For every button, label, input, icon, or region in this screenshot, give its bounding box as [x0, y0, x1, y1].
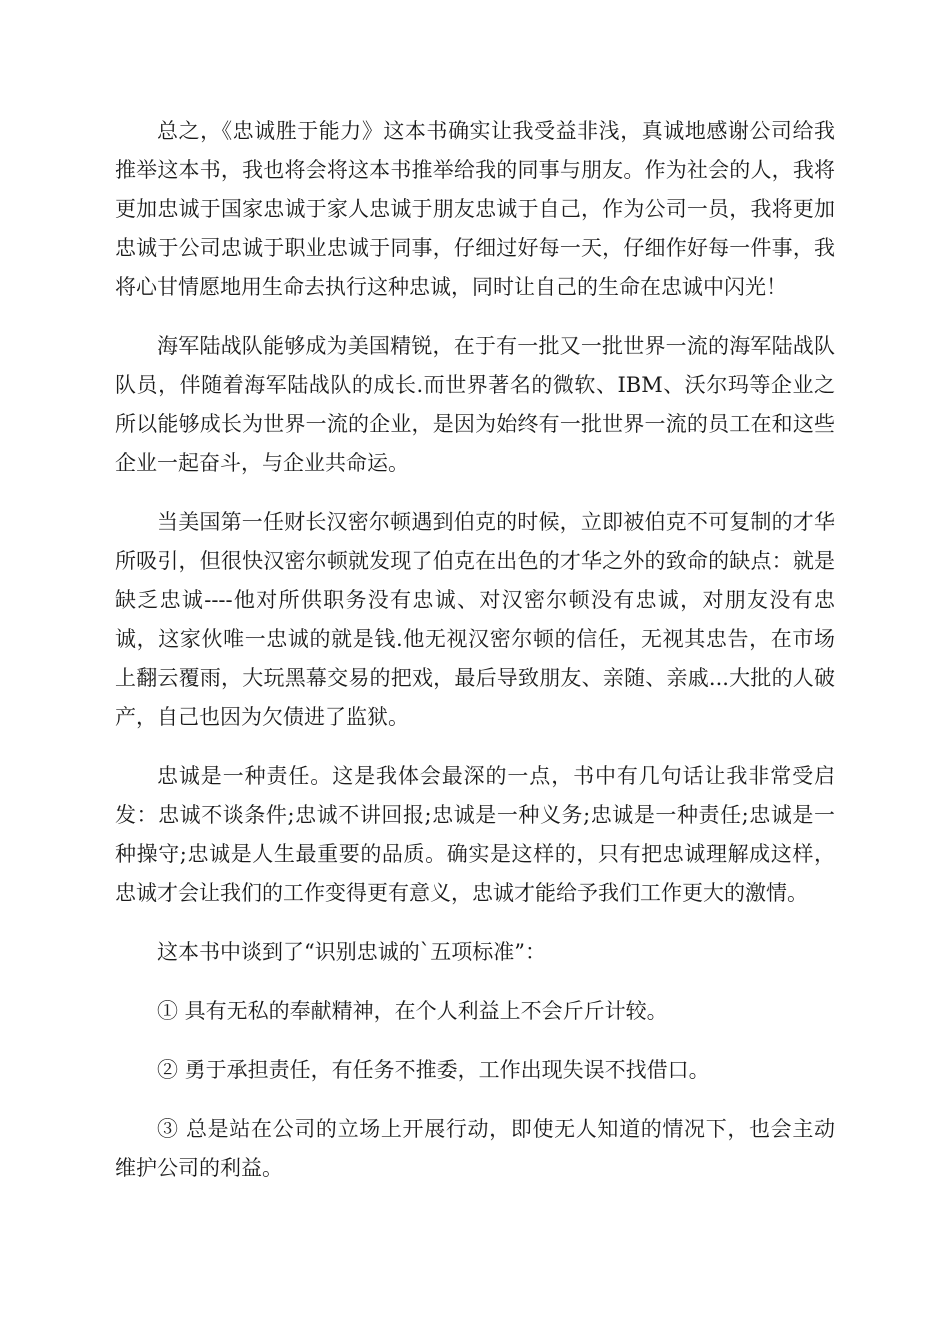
paragraph-five-standards-intro: 这本书中谈到了“识别忠诚的`五项标准”： — [157, 940, 546, 964]
paragraph-marines: 海军陆战队能够成为美国精锐，在于有一批又一批世界一流的海军陆战队队员，伴随着海军陆战队的成长.而世界著名的微软、IBM、沃尔玛等企业之所以能够成长为世界一流的企业，是因为始终有一批世界一流的员工在和这些企业一起奋斗，与企业共命运。 — [115, 334, 835, 475]
list-item-standard-2: ② 勇于承担责任，有任务不推委，工作出现失误不找借口。 — [157, 1058, 710, 1082]
paragraph-conclusion: 总之，《忠诚胜于能力》这本书确实让我受益非浅，真诚地感谢公司给我推举这本书，我也将会将这本书推举给我的同事与朋友。作为社会的人，我将更加忠诚于国家忠诚于家人忠诚于朋友忠诚于自己，作为公司一员，我将更加忠诚于公司忠诚于职业忠诚于同事，仔细过好每一天，仔细作好每一件事，我将心甘情愿地用生命去执行这种忠诚，同时让自己的生命在忠诚中闪光！ — [115, 119, 835, 299]
list-item-standard-3: ③ 总是站在公司的立场上开展行动，即使无人知道的情况下，也会主动维护公司的利益。 — [115, 1117, 835, 1180]
paragraph-hamilton: 当美国第一任财长汉密尔顿遇到伯克的时候，立即被伯克不可复制的才华所吸引，但很快汉密尔顿就发现了伯克在出色的才华之外的致命的缺点：就是缺乏忠诚----他对所供职务没有忠诚、对汉密尔顿没有忠诚，对朋友没有忠诚，这家伙唯一忠诚的就是钱.他无视汉密尔顿的信任，无视其忠告，在市场上翻云覆雨，大玩黑幕交易的把戏，最后导致朋友、亲随、亲戚...大批的人破产，自己也因为欠债进了监狱。 — [115, 510, 835, 729]
list-item-standard-1: ① 具有无私的奉献精神，在个人利益上不会斤斤计较。 — [157, 999, 668, 1023]
paragraph-responsibility: 忠诚是一种责任。这是我体会最深的一点，书中有几句话让我非常受启发：忠诚不谈条件;忠诚不讲回报;忠诚是一种义务;忠诚是一种责任;忠诚是一种操守;忠诚是人生最重要的品质。确实是这样的，只有把忠诚理解成这样，忠诚才会让我们的工作变得更有意义，忠诚才能给予我们工作更大的激情。 — [115, 764, 835, 905]
document-body — [115, 112, 835, 1208]
